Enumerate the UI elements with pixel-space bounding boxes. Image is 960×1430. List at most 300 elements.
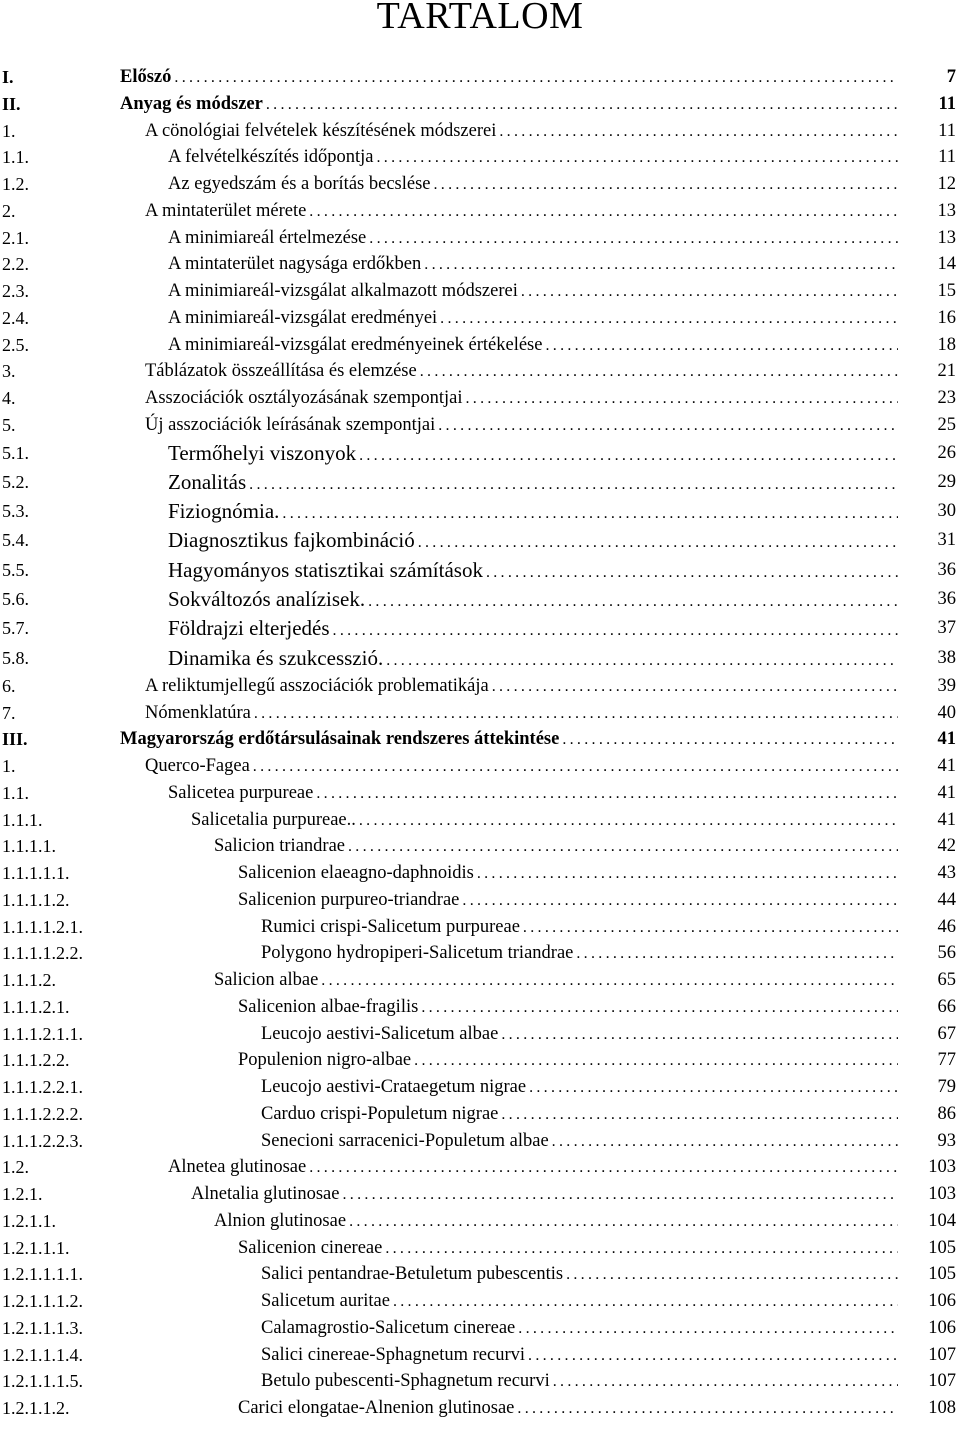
toc-entry-title-line bbox=[168, 332, 898, 360]
toc-leader-dots bbox=[415, 528, 898, 557]
toc-entry-title: A minimiareál-vizsgálat alkalmazott módszerei bbox=[168, 281, 518, 301]
toc-entry-number: 1.1. bbox=[2, 147, 29, 168]
toc-leader-dots bbox=[313, 781, 898, 808]
toc-entry-number: 1.2.1. bbox=[2, 1184, 43, 1205]
toc-entry-number: 1. bbox=[2, 756, 16, 777]
toc-entry-number: 1.1.1.2.1.1. bbox=[2, 1023, 83, 1044]
toc-leader-dots bbox=[250, 754, 898, 781]
toc-entry-title: Leucojo aestivi-Salicetum albae bbox=[261, 1023, 499, 1044]
toc-entry-title-line bbox=[168, 556, 898, 587]
toc-entry[interactable] bbox=[0, 700, 960, 727]
toc-entry-title-line bbox=[168, 497, 898, 528]
toc-entry-page-number: 31 bbox=[937, 530, 956, 551]
toc-entry-number: 1.1.1.2.1. bbox=[2, 996, 70, 1017]
toc-entry[interactable] bbox=[0, 171, 960, 198]
toc-entry-number: 1.2.1.1.1.1. bbox=[2, 1264, 83, 1285]
toc-entry-title-line bbox=[261, 1261, 898, 1289]
toc-leader-dots bbox=[418, 995, 898, 1022]
toc-entry-page-number: 107 bbox=[928, 1371, 956, 1392]
toc-leader-dots bbox=[306, 1155, 898, 1182]
toc-entry[interactable] bbox=[0, 144, 960, 171]
toc-entry[interactable] bbox=[0, 1261, 960, 1288]
toc-entry[interactable] bbox=[0, 385, 960, 412]
toc-entry-title-line bbox=[168, 585, 898, 616]
toc-entry-title: Carduo crispi-Populetum nigrae bbox=[261, 1103, 499, 1124]
toc-leader-dots bbox=[550, 1369, 898, 1396]
toc-entry-number: 1.2.1.1.2. bbox=[2, 1398, 70, 1419]
toc-entry-title-line bbox=[261, 940, 898, 968]
toc-entry-number: 6. bbox=[2, 675, 16, 696]
toc-entry[interactable] bbox=[0, 497, 960, 526]
toc-entry-title: Magyarország erdőtársulásainak rendszeres áttekintése bbox=[120, 729, 560, 750]
toc-entry-number: 1.2. bbox=[2, 1157, 29, 1178]
toc-entry-number: 7. bbox=[2, 702, 16, 723]
toc-entry-title-line bbox=[168, 468, 898, 499]
toc-entry-number: 2.3. bbox=[2, 281, 29, 301]
toc-entry-number: 1.2. bbox=[2, 174, 29, 194]
toc-entry-title-line bbox=[191, 1181, 898, 1209]
toc-entry-page-number: 23 bbox=[937, 388, 956, 408]
toc-entry-title: Salicenion elaeagno-daphnoidis bbox=[238, 863, 474, 884]
toc-entry-page-number: 42 bbox=[937, 836, 956, 857]
toc-entry-title-line bbox=[168, 644, 898, 675]
toc-entry-title-line bbox=[261, 1074, 898, 1102]
toc-entry[interactable] bbox=[0, 726, 960, 753]
toc-entry-title-line bbox=[145, 673, 898, 701]
toc-entry-title: Salici cinereae-Sphagnetum recurvi bbox=[261, 1344, 526, 1365]
toc-entry-title-line bbox=[238, 1395, 898, 1423]
toc-entry-title-line bbox=[168, 225, 898, 253]
toc-entry-page-number: 12 bbox=[937, 174, 956, 194]
toc-entry-number: 1.1.1.1.2.2. bbox=[2, 943, 83, 964]
toc-entry-title-line bbox=[214, 1208, 898, 1236]
toc-entry[interactable] bbox=[0, 1021, 960, 1048]
toc-entry-title: Salicetum auritae bbox=[261, 1291, 390, 1312]
toc-entry-number: 1.1.1.1.1. bbox=[2, 863, 70, 884]
toc-entry-title-line bbox=[145, 198, 898, 226]
toc-entry[interactable] bbox=[0, 225, 960, 252]
toc-entry-title-line bbox=[214, 833, 898, 861]
toc-entry-title-line bbox=[214, 967, 898, 995]
toc-leader-dots bbox=[411, 1048, 898, 1075]
toc-entry-title: Salicenion cinereae bbox=[238, 1237, 383, 1258]
toc-entry-number: I. bbox=[2, 67, 14, 87]
toc-entry-page-number: 44 bbox=[937, 889, 956, 910]
toc-leader-dots bbox=[246, 470, 898, 499]
toc-entry-number: 1.2.1.1. bbox=[2, 1210, 56, 1231]
toc-leader-dots bbox=[330, 616, 898, 645]
toc-entry-page-number: 25 bbox=[937, 414, 956, 435]
toc-leader-dots bbox=[431, 172, 899, 199]
toc-entry-number: 1. bbox=[2, 120, 16, 141]
toc-entry-page-number: 41 bbox=[937, 782, 956, 803]
toc-entry-title: Salicenion albae-fragilis bbox=[238, 996, 419, 1017]
toc-entry-number: 1.1.1.1.2.1. bbox=[2, 916, 83, 937]
toc-entry-title-line bbox=[145, 412, 898, 440]
toc-leader-dots bbox=[383, 646, 898, 675]
toc-leader-dots bbox=[474, 861, 898, 888]
toc-entry-title-line bbox=[261, 914, 898, 942]
toc-entry-title: A cönológiai felvételek készítésének módszerei bbox=[145, 120, 497, 141]
toc-entry-title: Földrajzi elterjedés bbox=[168, 616, 330, 641]
toc-entry[interactable] bbox=[0, 1154, 960, 1181]
toc-leader-dots bbox=[356, 808, 898, 835]
toc-leader-dots bbox=[549, 1129, 898, 1156]
toc-entry-page-number: 105 bbox=[928, 1264, 956, 1285]
toc-entry[interactable] bbox=[0, 1315, 960, 1342]
toc-entry-title-line bbox=[261, 1315, 898, 1343]
toc-leader-dots bbox=[525, 1343, 898, 1370]
toc-entry-number: 4. bbox=[2, 388, 16, 408]
toc-entry-title: Salicion triandrae bbox=[214, 836, 345, 857]
toc-entry-title-line bbox=[261, 1101, 898, 1129]
toc-entry[interactable] bbox=[0, 994, 960, 1021]
table-of-contents bbox=[0, 64, 960, 1422]
toc-entry[interactable] bbox=[0, 833, 960, 860]
toc-entry-page-number: 108 bbox=[928, 1398, 956, 1419]
toc-entry[interactable] bbox=[0, 439, 960, 468]
toc-entry-page-number: 15 bbox=[937, 281, 956, 301]
toc-leader-dots bbox=[526, 1075, 898, 1102]
toc-entry-title-line bbox=[145, 385, 898, 413]
toc-entry-page-number: 41 bbox=[937, 756, 956, 777]
toc-leader-dots bbox=[515, 1316, 898, 1343]
toc-entry-title: Salicenion purpureo-triandrae bbox=[238, 889, 460, 910]
toc-entry-title: Alnetalia glutinosae bbox=[191, 1184, 340, 1205]
toc-entry-number: 1.1.1.2.2.3. bbox=[2, 1130, 83, 1151]
toc-entry-page-number: 43 bbox=[937, 863, 956, 884]
toc-leader-dots bbox=[496, 119, 898, 146]
toc-entry-page-number: 106 bbox=[928, 1291, 956, 1312]
toc-leader-dots bbox=[542, 333, 898, 360]
toc-entry-page-number: 37 bbox=[937, 618, 956, 639]
toc-entry[interactable] bbox=[0, 118, 960, 145]
toc-entry-number: 1.2.1.1.1.3. bbox=[2, 1317, 83, 1338]
toc-leader-dots bbox=[279, 499, 898, 528]
toc-entry[interactable] bbox=[0, 914, 960, 941]
toc-entry-number: 5. bbox=[2, 414, 16, 435]
toc-entry-title: A minimiareál-vizsgálat eredményei bbox=[168, 307, 438, 328]
toc-entry-title: Salicetea purpureae bbox=[168, 782, 314, 803]
toc-entry-title: Termőhelyi viszonyok bbox=[168, 440, 357, 465]
toc-leader-dots bbox=[366, 226, 898, 253]
toc-leader-dots bbox=[306, 199, 898, 226]
toc-leader-dots bbox=[345, 834, 898, 861]
toc-entry-title: Sokváltozós analízisek. bbox=[168, 586, 366, 611]
toc-entry-title-line bbox=[261, 1128, 898, 1156]
toc-entry-title-line bbox=[168, 144, 898, 172]
toc-entry-title-line bbox=[238, 994, 898, 1022]
toc-leader-dots bbox=[514, 1396, 898, 1423]
toc-entry-page-number: 67 bbox=[937, 1023, 956, 1044]
toc-entry-title-line bbox=[168, 1154, 898, 1182]
toc-entry-page-number: 11 bbox=[938, 120, 956, 141]
toc-entry-title: Populenion nigro-albae bbox=[238, 1050, 412, 1071]
toc-entry-number: 3. bbox=[2, 361, 16, 382]
toc-entry-title: Salicetalia purpureae.. bbox=[191, 809, 356, 830]
toc-entry[interactable] bbox=[0, 1368, 960, 1395]
toc-entry[interactable] bbox=[0, 1074, 960, 1101]
toc-entry[interactable] bbox=[0, 1395, 960, 1422]
toc-leader-dots bbox=[382, 1236, 898, 1263]
toc-entry-title: Diagnosztikus fajkombináció bbox=[168, 528, 415, 553]
toc-entry[interactable] bbox=[0, 753, 960, 780]
toc-entry-page-number: 66 bbox=[937, 996, 956, 1017]
toc-leader-dots bbox=[374, 145, 899, 172]
toc-entry[interactable] bbox=[0, 614, 960, 643]
toc-entry[interactable] bbox=[0, 1208, 960, 1235]
toc-entry[interactable] bbox=[0, 278, 960, 305]
toc-entry-page-number: 26 bbox=[937, 442, 956, 463]
toc-entry-title: Anyag és módszer bbox=[120, 93, 263, 114]
toc-entry-title: Az egyedszám és a borítás becslése bbox=[168, 174, 431, 194]
toc-entry-page-number: 104 bbox=[928, 1210, 956, 1231]
toc-entry-number: 1.1.1.1. bbox=[2, 836, 56, 857]
toc-entry-title: Leucojo aestivi-Crataegetum nigrae bbox=[261, 1077, 527, 1098]
toc-entry[interactable] bbox=[0, 91, 960, 118]
toc-entry-title-line bbox=[168, 278, 898, 306]
toc-entry-title: A minimiareál-vizsgálat eredményeinek értékelése bbox=[168, 334, 543, 355]
toc-entry-title: Dinamika és szukcesszió. bbox=[168, 645, 384, 670]
toc-entry-number: 5.7. bbox=[2, 618, 29, 639]
toc-leader-dots bbox=[263, 92, 898, 119]
toc-entry-title-line bbox=[120, 726, 898, 754]
toc-leader-dots bbox=[251, 701, 898, 728]
toc-entry[interactable] bbox=[0, 940, 960, 967]
toc-entry-page-number: 41 bbox=[937, 729, 956, 750]
toc-entry-number: 5.4. bbox=[2, 530, 29, 551]
toc-entry[interactable] bbox=[0, 198, 960, 225]
toc-entry[interactable] bbox=[0, 64, 960, 91]
toc-entry-page-number: 30 bbox=[937, 501, 956, 522]
toc-entry-title: A reliktumjellegű asszociációk problematikája bbox=[145, 675, 489, 696]
toc-entry[interactable] bbox=[0, 1342, 960, 1369]
toc-entry[interactable] bbox=[0, 1101, 960, 1128]
toc-entry-title-line bbox=[238, 860, 898, 888]
toc-entry-title: Hagyományos statisztikai számítások bbox=[168, 557, 483, 582]
toc-leader-dots bbox=[421, 252, 898, 279]
toc-entry-number: 1.1.1.2.2.1. bbox=[2, 1077, 83, 1098]
toc-entry-number: 1.2.1.1.1.5. bbox=[2, 1371, 83, 1392]
toc-leader-dots bbox=[498, 1102, 898, 1129]
toc-entry[interactable] bbox=[0, 1047, 960, 1074]
toc-entry-page-number: 18 bbox=[937, 334, 956, 355]
toc-leader-dots bbox=[489, 674, 898, 701]
toc-entry-title-line bbox=[238, 1047, 898, 1075]
toc-leader-dots bbox=[498, 1022, 898, 1049]
toc-entry-number: 1.1.1. bbox=[2, 809, 43, 830]
toc-entry-number: 5.6. bbox=[2, 588, 29, 609]
toc-entry-number: 1.2.1.1.1.2. bbox=[2, 1291, 83, 1312]
toc-entry-title: Zonalitás bbox=[168, 469, 247, 494]
toc-entry-title-line bbox=[145, 118, 898, 146]
toc-entry-number: 5.5. bbox=[2, 559, 29, 580]
toc-entry-page-number: 7 bbox=[946, 67, 956, 87]
toc-entry-title: Rumici crispi-Salicetum purpureae bbox=[261, 916, 520, 937]
toc-entry-title: Betulo pubescenti-Sphagnetum recurvi bbox=[261, 1371, 550, 1392]
toc-entry-title-line bbox=[168, 526, 898, 557]
toc-entry-page-number: 103 bbox=[928, 1157, 956, 1178]
toc-entry-title-line bbox=[145, 700, 898, 728]
toc-entry-title: Táblázatok összeállítása és elemzése bbox=[145, 361, 417, 382]
toc-entry-number: 5.1. bbox=[2, 442, 29, 463]
toc-entry-title: Előszó bbox=[120, 67, 172, 87]
toc-entry-title-line bbox=[238, 1235, 898, 1263]
toc-entry-number: 2. bbox=[2, 200, 16, 221]
toc-entry[interactable] bbox=[0, 1128, 960, 1155]
toc-entry-page-number: 86 bbox=[937, 1103, 956, 1124]
toc-entry-title: Asszociációk osztályozásának szempontjai bbox=[145, 388, 463, 408]
toc-entry-title: Alnetea glutinosae bbox=[168, 1157, 307, 1178]
toc-entry[interactable] bbox=[0, 780, 960, 807]
toc-entry-title-line bbox=[145, 753, 898, 781]
toc-entry[interactable] bbox=[0, 673, 960, 700]
toc-leader-dots bbox=[365, 587, 898, 616]
toc-leader-dots bbox=[390, 1289, 898, 1316]
toc-entry-page-number: 107 bbox=[928, 1344, 956, 1365]
toc-entry[interactable] bbox=[0, 526, 960, 555]
toc-entry-title-line bbox=[120, 91, 898, 119]
toc-entry-page-number: 39 bbox=[937, 675, 956, 696]
toc-entry[interactable] bbox=[0, 644, 960, 673]
toc-entry-title: A mintaterület nagysága erdőkben bbox=[168, 254, 422, 275]
toc-entry-title-line bbox=[168, 439, 898, 470]
toc-entry-number: 2.4. bbox=[2, 307, 29, 328]
toc-entry-page-number: 79 bbox=[937, 1077, 956, 1098]
toc-entry-title-line bbox=[168, 305, 898, 333]
toc-entry-number: II. bbox=[2, 93, 21, 114]
toc-leader-dots bbox=[356, 441, 898, 470]
toc-leader-dots bbox=[171, 65, 898, 92]
toc-entry-page-number: 36 bbox=[937, 588, 956, 609]
toc-entry-title: A minimiareál értelmezése bbox=[168, 227, 367, 248]
toc-entry-title-line bbox=[168, 780, 898, 808]
toc-entry-number: 1.1.1.2. bbox=[2, 970, 56, 991]
toc-entry[interactable] bbox=[0, 887, 960, 914]
toc-leader-dots bbox=[459, 888, 898, 915]
toc-entry-title: A mintaterület mérete bbox=[145, 200, 307, 221]
toc-entry-title-line bbox=[145, 358, 898, 386]
toc-entry[interactable] bbox=[0, 585, 960, 614]
toc-entry-page-number: 77 bbox=[937, 1050, 956, 1071]
toc-entry-number: 2.5. bbox=[2, 334, 29, 355]
toc-entry[interactable] bbox=[0, 305, 960, 332]
toc-leader-dots bbox=[318, 968, 898, 995]
toc-entry-page-number: 36 bbox=[937, 559, 956, 580]
toc-entry[interactable] bbox=[0, 332, 960, 359]
toc-entry-page-number: 14 bbox=[937, 254, 956, 275]
toc-leader-dots bbox=[437, 306, 898, 333]
toc-entry[interactable] bbox=[0, 358, 960, 385]
toc-entry-title-line bbox=[120, 64, 898, 92]
toc-entry-number: 1.1.1.2.2. bbox=[2, 1050, 70, 1071]
toc-entry-number: 5.8. bbox=[2, 647, 29, 668]
toc-entry-page-number: 41 bbox=[937, 809, 956, 830]
toc-entry-title-line bbox=[238, 887, 898, 915]
toc-entry-page-number: 21 bbox=[937, 361, 956, 382]
toc-entry-page-number: 38 bbox=[937, 647, 956, 668]
toc-leader-dots bbox=[339, 1182, 898, 1209]
toc-entry-page-number: 29 bbox=[937, 471, 956, 492]
toc-entry-title: Polygono hydropiperi-Salicetum triandrae bbox=[261, 943, 574, 964]
toc-entry-number: 1.2.1.1.1. bbox=[2, 1237, 70, 1258]
toc-entry-title: Calamagrostio-Salicetum cinereae bbox=[261, 1317, 516, 1338]
toc-leader-dots bbox=[417, 359, 898, 386]
toc-entry-number: 1.1.1.2.2.2. bbox=[2, 1103, 83, 1124]
toc-entry-page-number: 13 bbox=[937, 227, 956, 248]
toc-entry-page-number: 93 bbox=[937, 1130, 956, 1151]
toc-entry-page-number: 46 bbox=[937, 916, 956, 937]
toc-entry-title-line bbox=[261, 1368, 898, 1396]
toc-leader-dots bbox=[559, 727, 898, 754]
toc-entry[interactable] bbox=[0, 468, 960, 497]
page-title: TARTALOM bbox=[376, 0, 584, 37]
toc-entry-number: 2.2. bbox=[2, 254, 29, 275]
toc-entry-page-number: 105 bbox=[928, 1237, 956, 1258]
toc-entry-title: Carici elongatae-Alnenion glutinosae bbox=[238, 1398, 515, 1419]
toc-entry[interactable] bbox=[0, 556, 960, 585]
toc-leader-dots bbox=[518, 279, 898, 306]
toc-entry-number: 5.2. bbox=[2, 471, 29, 492]
toc-entry-title-line bbox=[168, 614, 898, 645]
toc-entry-title-line bbox=[168, 251, 898, 279]
toc-entry-title-line bbox=[261, 1021, 898, 1049]
toc-leader-dots bbox=[462, 386, 898, 413]
toc-entry-page-number: 40 bbox=[937, 702, 956, 723]
toc-entry[interactable] bbox=[0, 412, 960, 439]
toc-entry-title: Nómenklatúra bbox=[145, 702, 251, 723]
toc-entry-title-line bbox=[261, 1342, 898, 1370]
toc-entry-title: Senecioni sarracenici-Populetum albae bbox=[261, 1130, 549, 1151]
toc-entry-number: III. bbox=[2, 729, 28, 750]
toc-entry-page-number: 16 bbox=[937, 307, 956, 328]
toc-entry-page-number: 65 bbox=[937, 970, 956, 991]
toc-entry[interactable] bbox=[0, 807, 960, 834]
toc-entry-number: 2.1. bbox=[2, 227, 29, 248]
toc-entry-number: 1.1.1.1.2. bbox=[2, 889, 70, 910]
toc-entry-title: Alnion glutinosae bbox=[214, 1210, 347, 1231]
toc-entry[interactable] bbox=[0, 1235, 960, 1262]
toc-leader-dots bbox=[520, 915, 898, 942]
toc-entry-number: 1.1. bbox=[2, 782, 29, 803]
toc-entry-page-number: 56 bbox=[937, 943, 956, 964]
toc-entry-title: Új asszociációk leírásának szempontjai bbox=[145, 414, 436, 435]
toc-entry-page-number: 103 bbox=[928, 1184, 956, 1205]
toc-entry-title-line bbox=[261, 1288, 898, 1316]
toc-entry-title: A felvételkészítés időpontja bbox=[168, 147, 374, 168]
toc-entry[interactable] bbox=[0, 1288, 960, 1315]
toc-entry-page-number: 13 bbox=[937, 200, 956, 221]
toc-entry-number: 5.3. bbox=[2, 501, 29, 522]
toc-entry[interactable] bbox=[0, 967, 960, 994]
toc-entry[interactable] bbox=[0, 860, 960, 887]
toc-entry-title: Fiziognómia. bbox=[168, 499, 280, 524]
toc-entry-title: Salici pentandrae-Betuletum pubescentis bbox=[261, 1264, 564, 1285]
toc-entry-title: Querco-Fagea bbox=[145, 756, 250, 777]
toc-leader-dots bbox=[483, 558, 898, 587]
toc-leader-dots bbox=[346, 1209, 898, 1236]
toc-entry-page-number: 11 bbox=[938, 93, 956, 114]
toc-entry-title-line bbox=[168, 171, 898, 199]
toc-entry-page-number: 11 bbox=[938, 147, 956, 168]
toc-entry-title-line bbox=[191, 807, 898, 835]
toc-entry-page-number: 106 bbox=[928, 1317, 956, 1338]
toc-entry[interactable] bbox=[0, 251, 960, 278]
toc-entry[interactable] bbox=[0, 1181, 960, 1208]
toc-leader-dots bbox=[435, 413, 898, 440]
toc-leader-dots bbox=[573, 941, 898, 968]
toc-leader-dots bbox=[563, 1262, 898, 1289]
